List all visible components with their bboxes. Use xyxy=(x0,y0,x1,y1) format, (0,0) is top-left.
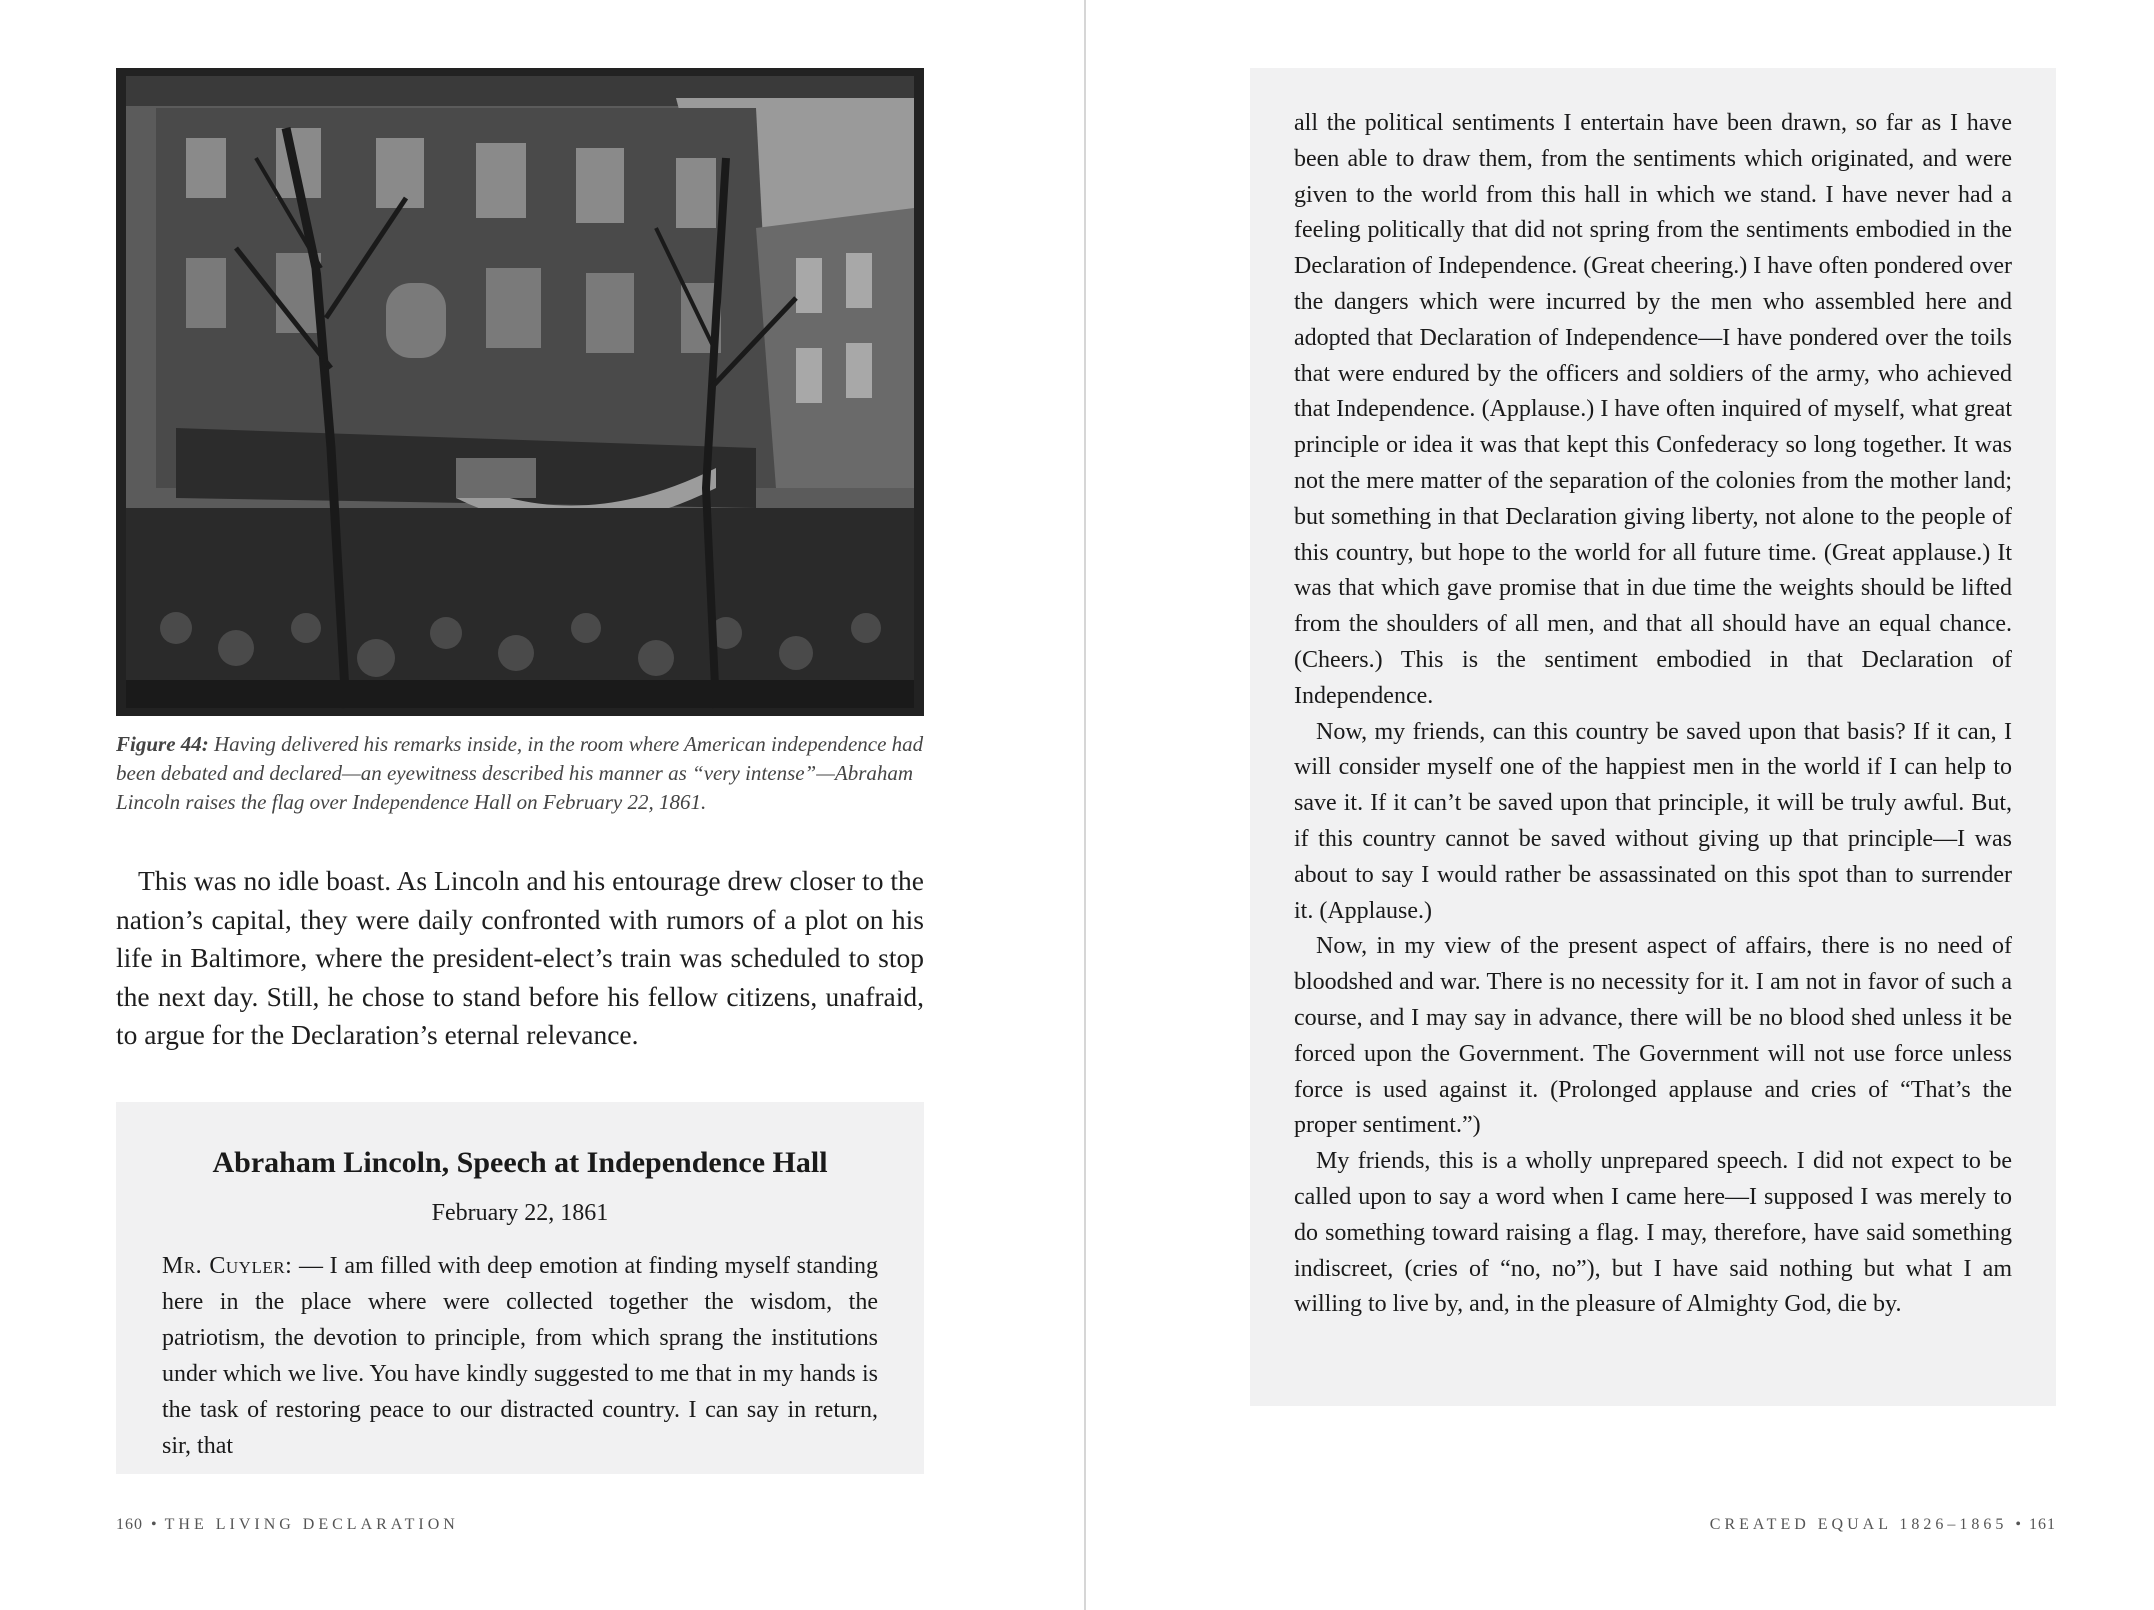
speech-continued-text xyxy=(1294,106,2012,1323)
running-head-left: THE LIVING DECLARATION xyxy=(164,1516,459,1533)
folio-separator-left: • xyxy=(151,1516,157,1533)
speech-sidebar-box xyxy=(116,1102,924,1474)
folio-separator-right: • xyxy=(2015,1516,2021,1533)
speech-paragraph: all the political sentiments I entertain have been drawn, so far as I have been able to draw them, from the sentiments which originated, and were given to the world from this hall in which we stand. I have never had a feeling politically that did not spring from the sentiments embodied in the Declaration of Independence. (Great cheering.) I have often pondered over the dangers which were incurred by the men who assembled here and adopted that Declaration of Independence—I have pondered over the toils that were endured by the officers and soldiers of the army, who achieved that Independence. (Applause.) I have often inquired of myself, what great principle or idea it was that kept this Confederacy so long together. It was not the mere matter of the separation of the colonies from the mother land; but something in that Declaration giving liberty, not alone to the people of this country, but hope to the world for all future time. (Great applause.) It was that which gave promise that in due time the weights should be lifted from the shoulders of all men, and that all should have an equal chance. (Cheers.) This is the sentiment embodied in that Declaration of Independence. xyxy=(1294,110,2012,709)
page-number-left: 160 xyxy=(116,1516,143,1533)
independence-hall-flag-raising-photo xyxy=(116,68,924,716)
page-number-right: 161 xyxy=(2029,1516,2056,1533)
speech-date: February 22, 1861 xyxy=(431,1200,609,1226)
speech-speaker: Mr. Cuyler: xyxy=(162,1253,293,1279)
speech-text xyxy=(162,1248,878,1464)
folio-right xyxy=(1710,1516,2056,1534)
figure-caption xyxy=(116,730,926,817)
speech-continued-box xyxy=(1250,68,2056,1406)
figure-photograph xyxy=(116,68,924,716)
speech-paragraph: My friends, this is a wholly unprepared speech. I did not expect to be called upon to say a word when I came here—I supposed I was merely to do something toward raising a flag. I may, therefore, have said something indiscreet, (cries of “no, no”), but I have said nothing but what I am willing to live by, and, in the pleasure of Almighty God, die by. xyxy=(1294,1148,2012,1318)
figure-label: Figure 44: xyxy=(116,732,209,756)
speech-paragraph: Now, my friends, can this country be saved upon that basis? If it can, I will consider myself one of the happiest men in the world if I can help to save it. If it can’t be saved upon that principle, it will be truly awful. But, if this country cannot be saved without giving up that principle—I was about to say I would rather be assassinated on this spot than to surrender it. (Applause.) xyxy=(1294,718,2012,924)
speech-title: Abraham Lincoln, Speech at Independence Hall xyxy=(212,1146,828,1179)
speech-opening: — I am filled with deep emotion at finding myself standing here in the place where were collected together the wisdom, the patriotism, the devotion to principle, from which sprang the institutions under which we live. You have kindly suggested to me that in my hands is the task of restoring peace to our distracted country. I can say in return, sir, that xyxy=(162,1253,878,1459)
figure-caption-text: Having delivered his remarks inside, in the room where American independence had been debated and declared—an eyewitness described his manner as “very intense”—Abraham Lincoln raises the flag over Independence Hall on February 22, 1861. xyxy=(116,732,924,814)
folio-left xyxy=(116,1516,459,1534)
speech-paragraph: Now, in my view of the present aspect of affairs, there is no need of bloodshed and war. There is no necessity for it. I am not in favor of such a course, and I may say in advance, there will be no blood shed unless it be forced upon the Government. The Government will not use force unless force is used against it. (Prolonged applause and cries of “That’s the proper sentiment.”) xyxy=(1294,933,2012,1139)
running-head-right: CREATED EQUAL 1826–1865 xyxy=(1709,1516,2008,1533)
body-paragraph: This was no idle boast. As Lincoln and his entourage drew closer to the nation’s capital, they were daily confronted with rumors of a plot on his life in Baltimore, where the president-elect’s train was scheduled to stop the next day. Still, he chose to stand before his fellow citizens, unafraid, to argue for the Declaration’s eternal relevance. xyxy=(116,865,924,1050)
page-gutter xyxy=(1084,0,1086,1610)
